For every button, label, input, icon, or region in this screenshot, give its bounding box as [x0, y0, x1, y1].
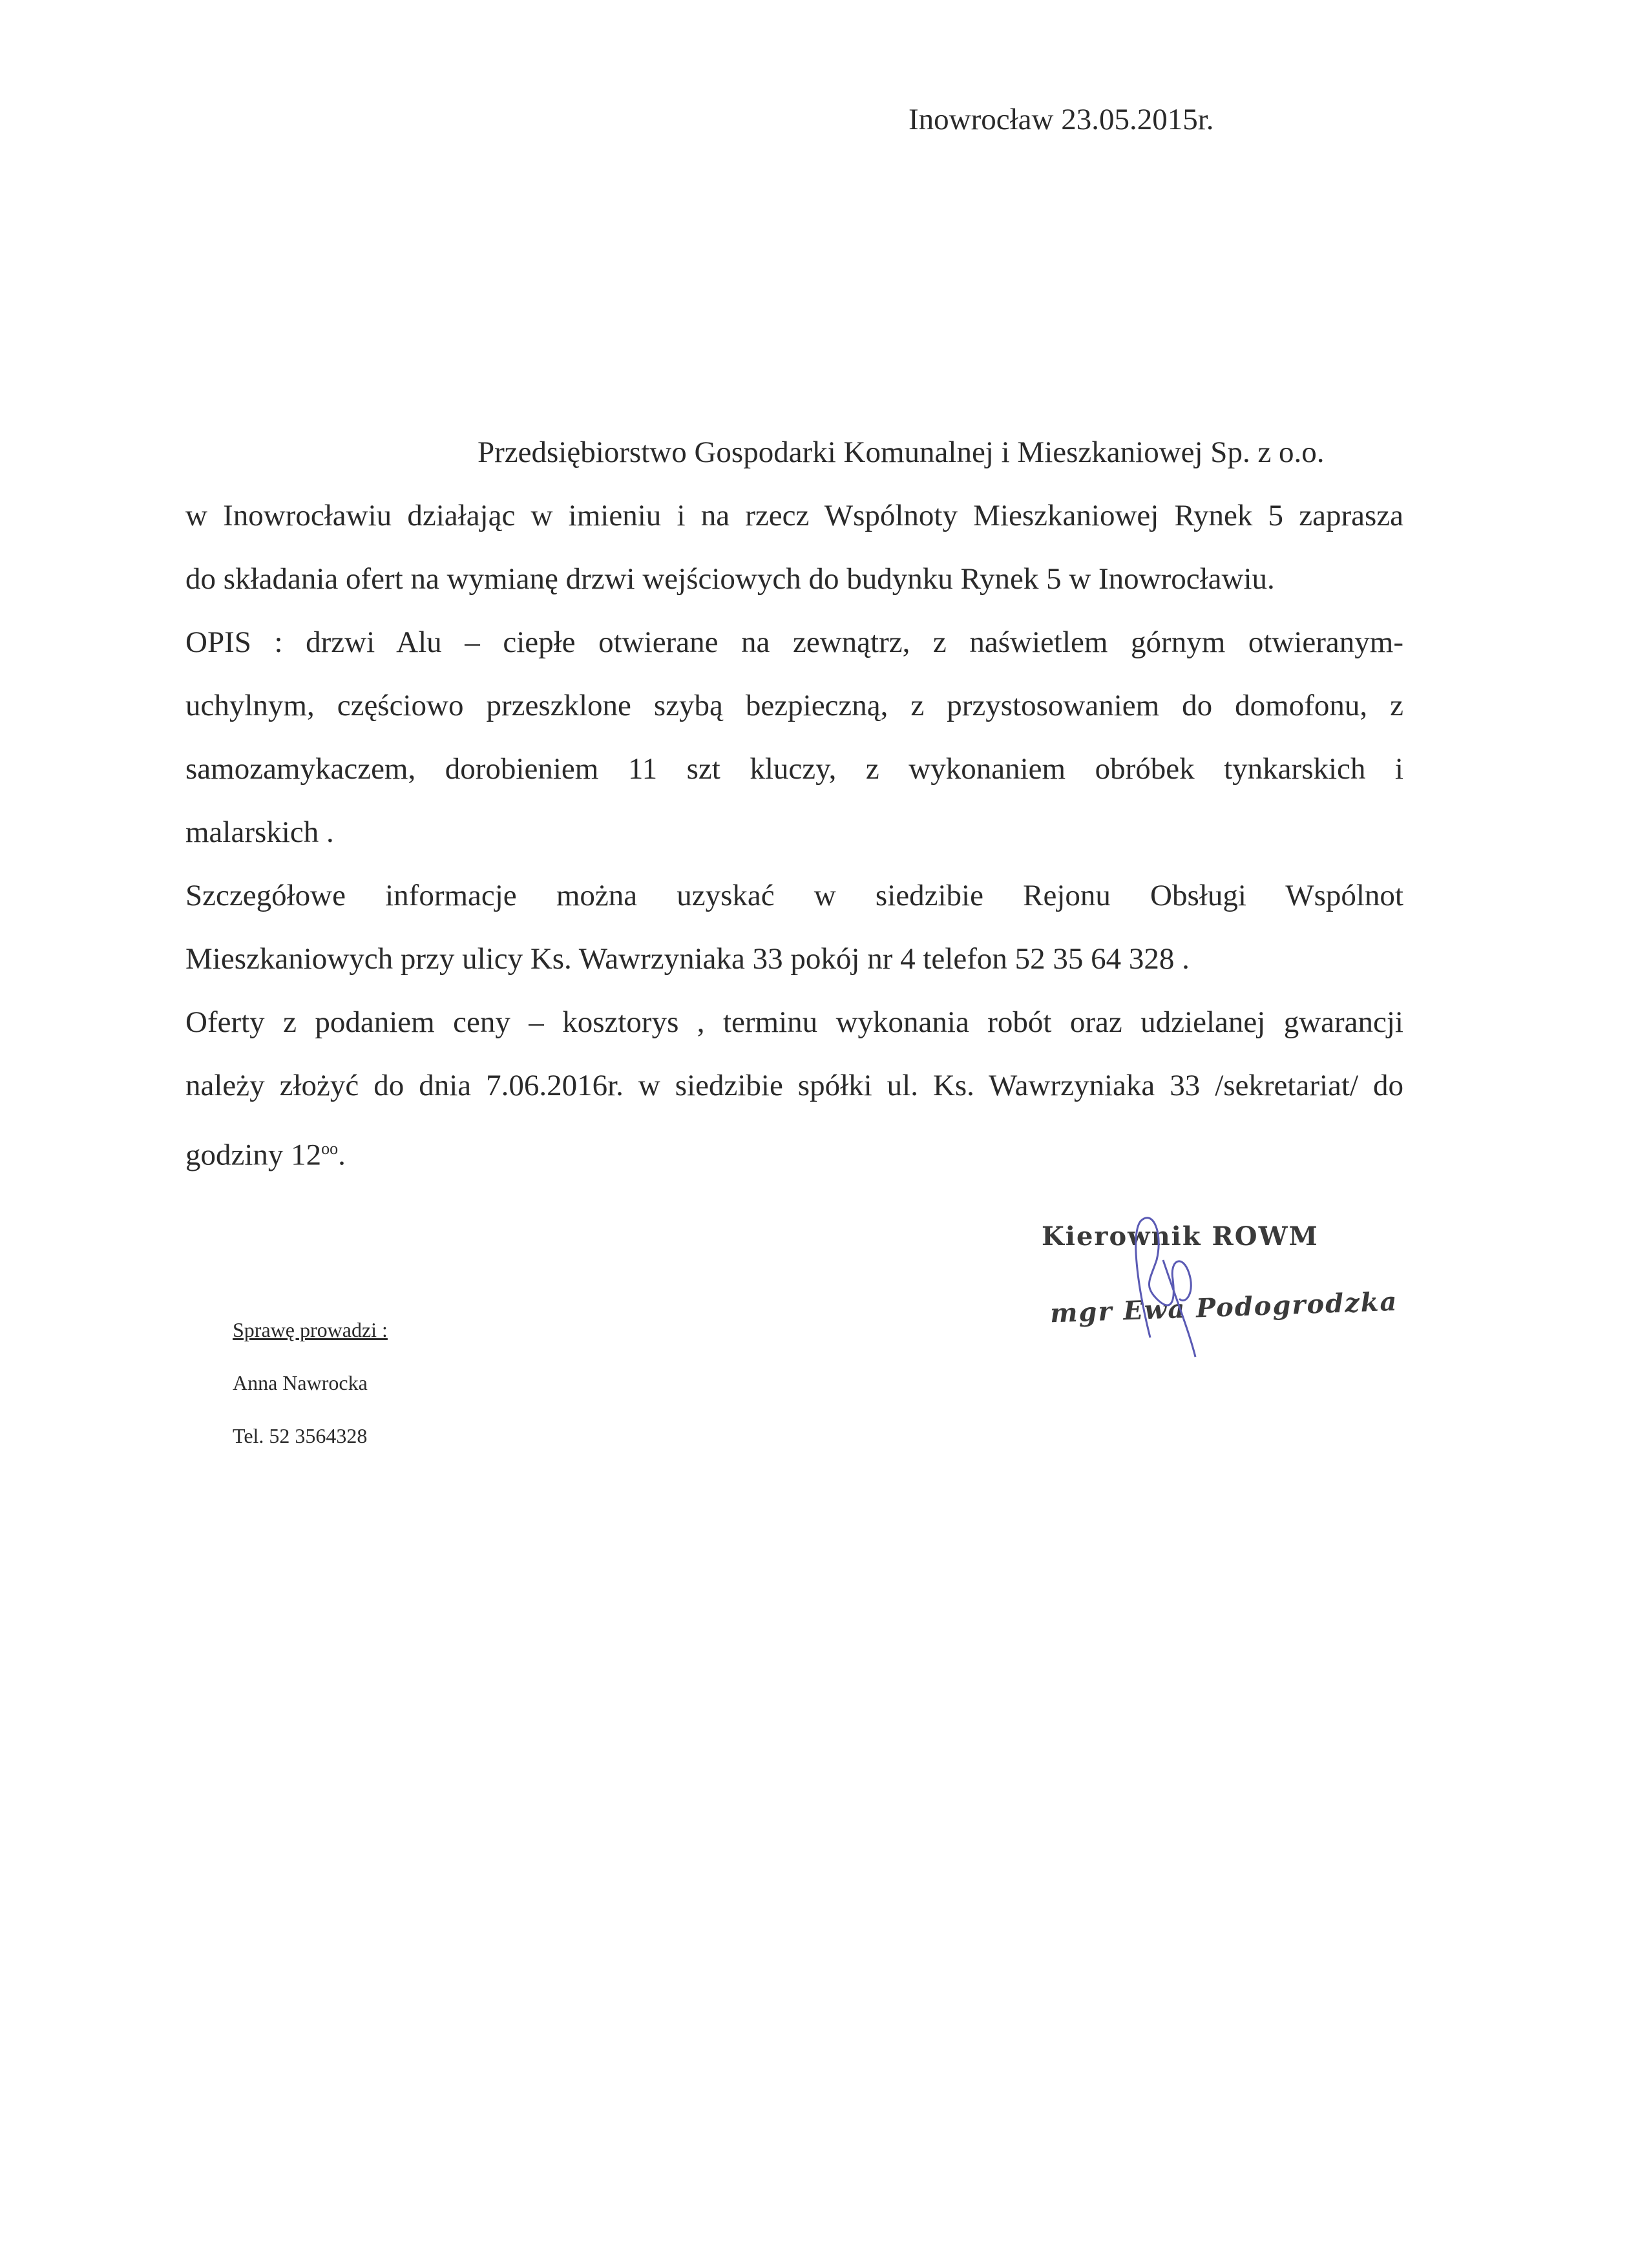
- body-line: OPIS : drzwi Alu – ciepłe otwierane na zewnątrz, z naświetlem górnym otwieranym-: [185, 625, 1403, 659]
- contact-name: Anna Nawrocka: [233, 1371, 368, 1394]
- body-line: Szczegółowe informacje można uzyskać w siedzibie Rejonu Obsługi Wspólnot: [185, 879, 1403, 912]
- body-line: należy złożyć do dnia 7.06.2016r. w siedzibie spółki ul. Ks. Wawrzyniaka 33 /sekretariat/ do: [185, 1069, 1403, 1102]
- stamp-name: mgr Ewa Podogrodzka: [1049, 1286, 1399, 1329]
- contact-label: Sprawę prowadzi :: [233, 1318, 388, 1341]
- hour-superscript: oo: [321, 1139, 339, 1158]
- body-line: samozamykaczem, dorobieniem 11 szt kluczy, z wykonaniem obróbek tynkarskich i: [185, 752, 1403, 786]
- document-date: Inowrocław 23.05.2015r.: [909, 103, 1214, 136]
- body-line: uchylnym, częściowo przeszklone szybą bezpieczną, z przystosowaniem do domofonu, z: [185, 689, 1403, 722]
- body-line: do składania ofert na wymianę drzwi wejściowych do budynku Rynek 5 w Inowrocławiu.: [185, 562, 1275, 596]
- body-line: malarskich .: [185, 815, 334, 849]
- body-line: Mieszkaniowych przy ulicy Ks. Wawrzyniaka 33 pokój nr 4 telefon 52 35 64 328 .: [185, 942, 1190, 976]
- body-text: godziny 12: [185, 1138, 322, 1172]
- body-line: Przedsiębiorstwo Gospodarki Komunalnej i Mieszkaniowej Sp. z o.o.: [478, 436, 1325, 469]
- contact-phone: Tel. 52 3564328: [233, 1424, 368, 1447]
- signature: [1124, 1208, 1241, 1363]
- end-period: .: [338, 1138, 346, 1172]
- body-line: w Inowrocławiu działając w imieniu i na rzecz Wspólnoty Mieszkaniowej Rynek 5 zaprasza: [185, 499, 1403, 532]
- stamp-title: Kierownik ROWM: [1042, 1221, 1319, 1252]
- body-line: Oferty z podaniem ceny – kosztorys , terminu wykonania robót oraz udzielanej gwarancji: [185, 1005, 1403, 1039]
- body-line-last: [185, 1129, 1403, 1175]
